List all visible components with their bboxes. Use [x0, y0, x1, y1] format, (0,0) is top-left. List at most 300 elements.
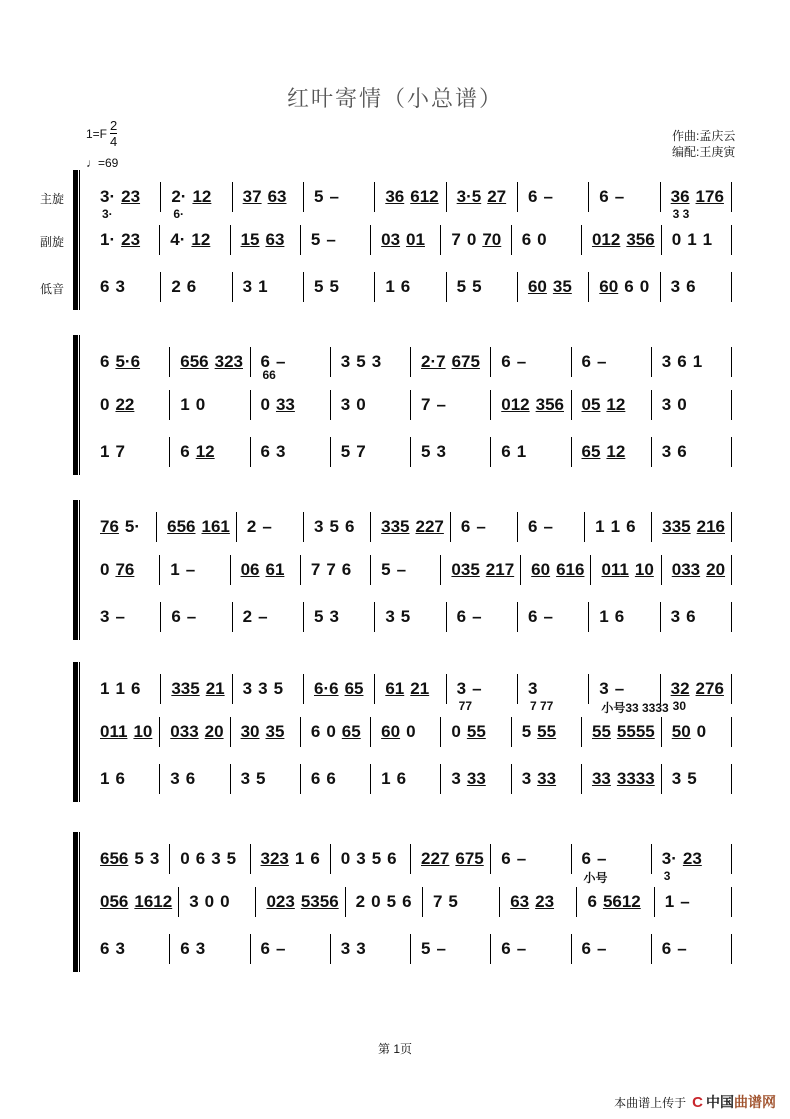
staff-row [90, 844, 732, 874]
note-group: 6 [180, 442, 190, 461]
note-group: 05 [581, 395, 601, 414]
measure [375, 272, 446, 302]
measure [652, 512, 732, 542]
note-group: 3 [599, 679, 609, 698]
note-group: 76 [115, 560, 135, 579]
note-group: 37 [242, 187, 262, 206]
note-group: 6 [387, 849, 397, 868]
measure [90, 674, 161, 704]
measure [491, 347, 571, 377]
note-group: 6 [581, 849, 591, 868]
system-bracket [73, 832, 78, 972]
note-group: 33 [275, 395, 295, 414]
note-group: 55 [591, 722, 611, 741]
note-group: 6 [614, 607, 625, 626]
measure [304, 602, 375, 632]
measure [661, 602, 732, 632]
note-group: 335 [381, 517, 410, 536]
note-group: 12 [191, 230, 211, 249]
note-group: 6 [100, 277, 110, 296]
note-group: 60 [381, 722, 401, 741]
note-group: – [275, 939, 286, 958]
note-group: 5 [421, 442, 431, 461]
measure [170, 390, 250, 420]
note-group: 3 [258, 679, 268, 698]
note-group: 3 [356, 939, 366, 958]
note-group: 6 [171, 607, 181, 626]
measure [652, 437, 732, 467]
note-group: – [275, 352, 286, 371]
note-group: 50 [671, 722, 691, 741]
note-group: 6 [400, 277, 411, 296]
note-group: 056 [100, 892, 129, 911]
note-group: 5 [310, 230, 321, 249]
measure [491, 844, 571, 874]
note-group: 0 [677, 395, 687, 414]
page-number: 第 1页 [377, 1042, 412, 1056]
note-group: 1 [702, 230, 713, 249]
note-group: 3333 [616, 769, 655, 788]
note-group: 7 [115, 442, 125, 461]
measure [512, 764, 582, 794]
note-group: 5 [329, 517, 339, 536]
measure [231, 717, 301, 747]
note-group: 011 [601, 560, 629, 579]
note-group: 3 [661, 395, 672, 414]
note-group: 27 [487, 187, 507, 206]
note-group: 1 [599, 607, 609, 626]
measure [256, 887, 345, 917]
measure [331, 390, 411, 420]
measure [170, 437, 250, 467]
measure [161, 602, 232, 632]
measure [582, 717, 662, 747]
note-group: 5 [421, 939, 431, 958]
system-bracket [73, 662, 78, 802]
logo-char: 国 [720, 1094, 734, 1110]
note-group: 10 [634, 560, 654, 579]
measure [233, 602, 304, 632]
staff-row [90, 390, 732, 420]
measure [591, 555, 661, 585]
measure [512, 717, 582, 747]
measure [157, 512, 237, 542]
note-group: 6 [396, 769, 407, 788]
note-group: 6 [344, 517, 355, 536]
note-group: 033 [170, 722, 199, 741]
note-group: 35 [265, 722, 285, 741]
measure [375, 602, 446, 632]
note-group: 6 [326, 769, 336, 788]
note-group: 4· [170, 230, 186, 249]
note-group: 6 [501, 939, 511, 958]
note-group: 1 [115, 679, 125, 698]
measure [90, 437, 170, 467]
note-group: 2·7 [421, 352, 446, 371]
note-group: 033 [671, 560, 701, 579]
measure [90, 764, 160, 794]
measure [662, 225, 732, 255]
note-group: 6 [587, 892, 597, 911]
note-group: 5· [124, 517, 141, 536]
note-group: 0 [204, 892, 215, 911]
note-group: 3·5 [456, 187, 482, 206]
note-group: 76 [100, 517, 119, 536]
note-group: 0 [100, 560, 110, 579]
note-group: 5 [386, 892, 397, 911]
note-group: 0 [180, 849, 190, 868]
note-group: – [185, 560, 196, 579]
note-group: 7 [326, 560, 336, 579]
note-group: 675 [455, 849, 484, 868]
staff-row [90, 934, 732, 964]
measure [582, 764, 662, 794]
measure [585, 512, 652, 542]
note-group: 1 [595, 517, 605, 536]
note-group: 0 [696, 722, 707, 741]
measure [661, 674, 732, 704]
note-group: 5·6 [115, 352, 141, 371]
measure [371, 512, 451, 542]
note-group: 6 [527, 187, 538, 206]
note-group: 356 [535, 395, 564, 414]
measure [572, 390, 652, 420]
logo-text [706, 1092, 776, 1112]
measure [331, 437, 411, 467]
note-group: 6 [677, 442, 687, 461]
note-group: 61 [385, 679, 405, 698]
measure [233, 182, 304, 212]
note-group: 1 [100, 769, 110, 788]
note-group: 3 [356, 849, 366, 868]
note-group: 21 [205, 679, 225, 698]
measure [346, 887, 423, 917]
measure [90, 390, 170, 420]
measure [441, 225, 511, 255]
note-group: – [614, 187, 625, 206]
measure [90, 717, 160, 747]
note-group: 6 [402, 892, 412, 911]
measure [90, 225, 160, 255]
note-group: 0 [195, 395, 206, 414]
measure [512, 225, 582, 255]
note-group: 217 [485, 560, 515, 579]
note-group: 1 [687, 230, 697, 249]
measure [441, 717, 511, 747]
note-group: 3 [451, 769, 461, 788]
note-group: 15 [240, 230, 260, 249]
note-group: 1 [385, 277, 395, 296]
note-group: 5555 [616, 722, 655, 741]
measure [441, 764, 511, 794]
measure [90, 512, 157, 542]
note-group: 12 [195, 442, 215, 461]
note-group: 335 [171, 679, 200, 698]
note-group: 6 [115, 769, 125, 788]
measure [90, 844, 170, 874]
measure [447, 602, 518, 632]
system-bracket [73, 170, 78, 310]
note-group: 0 [260, 395, 270, 414]
note-group: 035 [451, 560, 480, 579]
note-group: 63 [267, 187, 287, 206]
note-group: 3 [340, 352, 351, 371]
note-group: 023 [266, 892, 295, 911]
note-group: 3 [240, 769, 251, 788]
measure [251, 437, 331, 467]
note-group: 01 [406, 230, 425, 249]
note-group: 36 [385, 187, 405, 206]
note-group: – [396, 560, 407, 579]
note-group: 5 [226, 849, 237, 868]
measure [179, 887, 256, 917]
note-group: 6 [501, 442, 511, 461]
measure [589, 602, 660, 632]
note-group: 0 [340, 849, 351, 868]
note-group: 012 [501, 395, 530, 414]
note-group: 35 [552, 277, 572, 296]
note-group: 3 [340, 395, 351, 414]
measure [90, 887, 179, 917]
note-group: 0 [371, 892, 381, 911]
note-group: 6·6 [313, 679, 339, 698]
note-group: 6 [260, 939, 270, 958]
measure [90, 555, 160, 585]
tempo-marking: ♩=69 [86, 156, 119, 170]
annotation: 3 [663, 869, 671, 883]
note-group: 3 [189, 892, 199, 911]
staff-row [90, 225, 732, 255]
measure [411, 390, 491, 420]
score-title: 红叶寄情（小总谱） [286, 87, 503, 112]
note-group: 55 [466, 722, 486, 741]
note-group: 6 [260, 352, 270, 371]
measure [661, 182, 732, 212]
note-group: 0 [451, 722, 461, 741]
measure [90, 934, 170, 964]
note-group: 65 [341, 722, 361, 741]
note-group: 6 [686, 277, 696, 296]
note-group: 3 [242, 277, 253, 296]
annotation: 77 [458, 699, 473, 713]
annotation: 小号 [583, 871, 608, 885]
staff-row [90, 717, 732, 747]
note-group: 323 [260, 849, 289, 868]
note-group: 6 [310, 722, 321, 741]
note-group: 6 [180, 939, 190, 958]
note-group: 65 [581, 442, 601, 461]
note-group: 20 [204, 722, 224, 741]
measure [237, 512, 304, 542]
measure [491, 437, 571, 467]
measure [90, 602, 161, 632]
time-signature [110, 118, 117, 149]
note-group: 1 [258, 277, 268, 296]
note-group: – [516, 849, 527, 868]
note-group: 0 [356, 395, 366, 414]
measure [518, 674, 589, 704]
measure [251, 934, 331, 964]
note-group: 0 [326, 722, 336, 741]
note-group: 3 [671, 769, 682, 788]
logo-char: 曲 [734, 1094, 748, 1110]
note-group: 3 [670, 607, 681, 626]
measure [233, 674, 304, 704]
measure [304, 512, 371, 542]
note-group: 60 [527, 277, 547, 296]
measure [662, 555, 732, 585]
note-group: 6 [686, 607, 696, 626]
note-group: 7 [421, 395, 431, 414]
staff-row [90, 272, 732, 302]
measure [375, 674, 446, 704]
note-group: 5 [340, 442, 351, 461]
note-group: 6 [521, 230, 532, 249]
note-group: 3 [115, 277, 125, 296]
note-group: 3 [661, 352, 672, 371]
note-group: 1 [294, 849, 305, 868]
measure [652, 390, 732, 420]
note-group: 12 [606, 442, 626, 461]
note-group: 6 [100, 352, 110, 371]
measure [251, 844, 331, 874]
measure [304, 182, 375, 212]
staff-row [90, 764, 732, 794]
note-group: – [543, 187, 553, 206]
note-group: 5 [448, 892, 458, 911]
note-group: 6 [501, 849, 511, 868]
note-group: 227 [415, 517, 444, 536]
composer: 作曲:孟庆云 [672, 129, 736, 143]
note-group: 6 [195, 849, 206, 868]
note-group: 323 [214, 352, 243, 371]
measure [589, 272, 660, 302]
measure [90, 272, 161, 302]
note-group: 3 [211, 849, 221, 868]
measure [170, 347, 250, 377]
note-group: 60 [599, 277, 619, 296]
note-group: 2 [171, 277, 181, 296]
note-group: 6 [626, 517, 636, 536]
note-group: 1 [381, 769, 391, 788]
measure [231, 764, 301, 794]
note-group: 63 [510, 892, 530, 911]
footer-watermark [614, 1092, 776, 1112]
note-group: 12 [192, 187, 212, 206]
note-group: 3 [661, 442, 672, 461]
credits [672, 128, 735, 160]
note-group: 2 [242, 607, 253, 626]
measure [572, 437, 652, 467]
measure [441, 555, 521, 585]
measure [662, 717, 732, 747]
note-group: 6 [341, 560, 352, 579]
note-group: 656 [180, 352, 209, 371]
note-group: 7 [356, 442, 366, 461]
measure [447, 182, 518, 212]
note-group: 63 [265, 230, 285, 249]
note-group: 1 [100, 679, 110, 698]
note-group: 5 [472, 277, 482, 296]
measure [170, 934, 250, 964]
measure [491, 390, 571, 420]
measure [331, 347, 411, 377]
note-group: 0 [220, 892, 230, 911]
note-group: 5 [329, 277, 339, 296]
note-group: 61 [265, 560, 285, 579]
logo-char: 中 [706, 1094, 720, 1110]
note-group: 5612 [602, 892, 641, 911]
note-group: 32 [670, 679, 690, 698]
note-group: 3· [661, 849, 677, 868]
note-group: 1 [610, 517, 621, 536]
note-group: 3 [115, 939, 125, 958]
measure [161, 182, 232, 212]
measure [447, 272, 518, 302]
note-group: 5356 [300, 892, 339, 911]
logo-char: 网 [762, 1094, 776, 1110]
measure [301, 225, 371, 255]
note-group: – [516, 352, 527, 371]
measure [589, 182, 660, 212]
note-group: 06 [240, 560, 260, 579]
note-group: 6 [456, 607, 467, 626]
note-group: – [543, 607, 553, 626]
note-group: 5 [313, 187, 324, 206]
note-group: – [186, 607, 197, 626]
measure [170, 844, 250, 874]
measure [231, 225, 301, 255]
logo-icon: C [692, 1093, 703, 1111]
note-group: 7 [432, 892, 443, 911]
note-group: 0 [537, 230, 547, 249]
note-group: 6 [460, 517, 471, 536]
key-signature: 1=F [86, 127, 108, 141]
note-group: 20 [706, 560, 726, 579]
measure [301, 717, 371, 747]
measure [371, 225, 441, 255]
note-group: 2· [171, 187, 187, 206]
note-group: – [472, 607, 482, 626]
note-group: 1 [692, 352, 703, 371]
note-group: 33 [537, 769, 557, 788]
note-group: 6 [310, 769, 321, 788]
measure [451, 512, 518, 542]
note-group: – [262, 517, 272, 536]
note-group: 21 [410, 679, 430, 698]
note-group: 335 [662, 517, 691, 536]
measure [375, 182, 446, 212]
annotation: 66 [262, 368, 276, 382]
note-group: 1 [664, 892, 675, 911]
note-group: 30 [240, 722, 260, 741]
staff-row [90, 602, 732, 632]
measure [160, 764, 230, 794]
note-group: – [516, 939, 527, 958]
measure [371, 717, 441, 747]
note-group: 3 [385, 607, 395, 626]
staff-row [90, 512, 732, 542]
note-group: 6 [581, 939, 591, 958]
note-group: 5 [521, 722, 532, 741]
note-group: 6 [624, 277, 634, 296]
note-group: 1 [516, 442, 527, 461]
note-group: 2 [246, 517, 257, 536]
note-group: 03 [381, 230, 401, 249]
measure [582, 225, 662, 255]
note-group: 22 [115, 395, 135, 414]
note-group: – [326, 230, 336, 249]
